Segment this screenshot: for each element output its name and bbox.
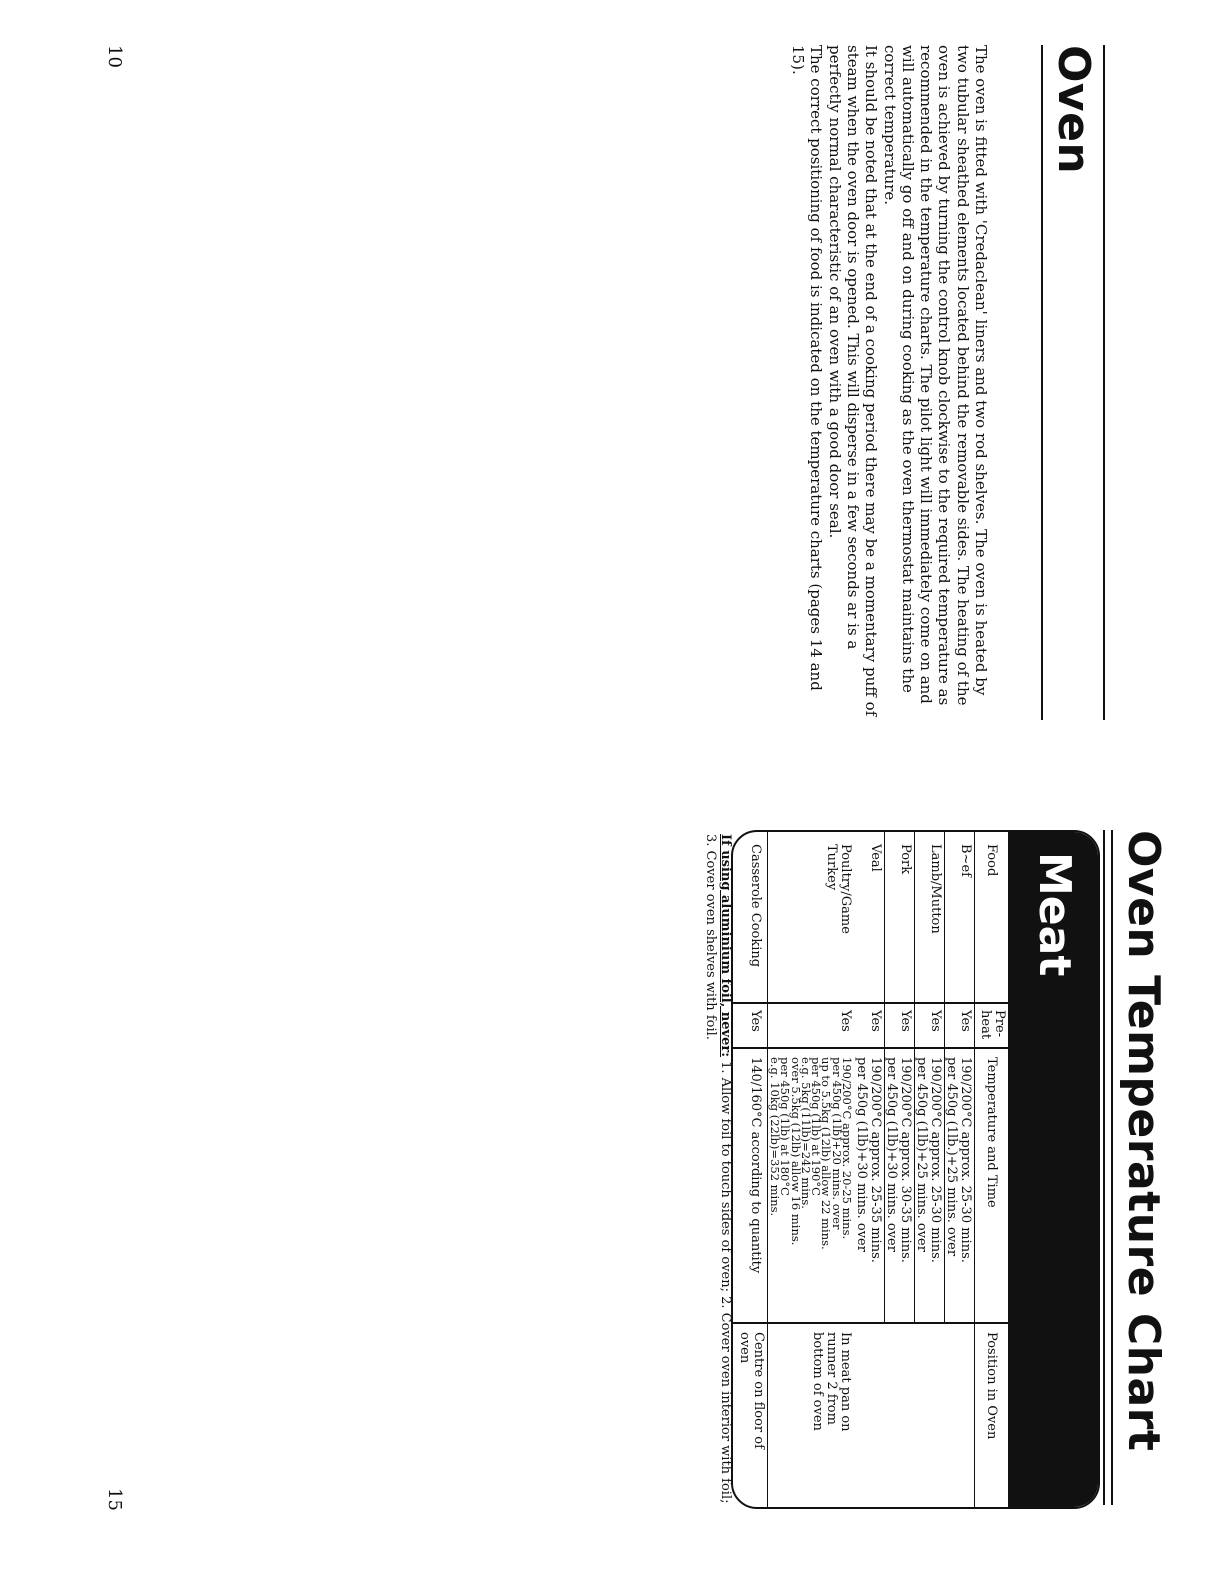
- row-divider: [974, 832, 975, 1507]
- meat-temperature-table: [731, 830, 1100, 1509]
- section-title-meat: Meat: [1029, 852, 1080, 977]
- row-temp-veal: 190/200°C approx. 25-35 mins. per 450g (1lb)+30 mins. over: [854, 1057, 883, 1263]
- row-food-poultry: Poultry/Game Turkey: [824, 844, 853, 934]
- title-rule-top-right: [1103, 830, 1105, 1505]
- row-food-veal: Veal: [868, 844, 883, 872]
- header-position: Position in Oven: [984, 1332, 999, 1440]
- row-preheat-beef: Yes: [958, 1010, 973, 1032]
- header-preheat: Pre- heat: [978, 1010, 1007, 1040]
- row-preheat-lamb: Yes: [928, 1010, 943, 1032]
- row-temp-pork: 190/200°C approx. 30-35 mins. per 450g (1lb)+30 mins. over: [884, 1057, 913, 1263]
- row-food-lamb: Lamb/Mutton: [928, 844, 943, 934]
- page-number-left: 10: [104, 45, 125, 68]
- section-header-band: [1008, 832, 1098, 1507]
- page-number-right: 15: [104, 1488, 125, 1511]
- row-preheat-poultry: Yes: [838, 1010, 853, 1032]
- row-preheat-veal: Yes: [868, 1010, 883, 1032]
- title-rule-bottom-left: [1041, 45, 1043, 720]
- paragraph-3: The correct positioning of food is indicated on the temperature charts (pages 14 and 15).: [789, 45, 826, 691]
- foil-warning-text: 1. Allow foil to touch sides of oven; 2. Cover oven interior with foil; 3. Cover oven shelves with foil.: [703, 834, 733, 1504]
- row-temp-beef: 190/200°C approx. 25-30 mins. per 450g (1lb.)+25 mins. over: [944, 1057, 973, 1263]
- row-food-casserole: Casserole Cooking: [748, 844, 763, 968]
- row-position-poultry: In meat pan on runner 2 from bottom of oven: [810, 1332, 853, 1432]
- column-divider: [733, 1047, 1008, 1049]
- page-title-temperature-chart: Oven Temperature Chart: [1118, 830, 1169, 1452]
- row-position-casserole: Centre on floor of oven: [737, 1332, 766, 1449]
- row-preheat-pork: Yes: [898, 1010, 913, 1032]
- column-divider: [733, 1002, 1008, 1004]
- column-divider: [733, 1322, 1008, 1324]
- foil-warning-note: [703, 834, 733, 1504]
- row-temp-poultry: 190/200°C approx. 20-25 mins. per 450g (1lb)+20 mins. over up to 5.5kg (12lb) allow 22 mins. per 450g (1lb) at 190°C e.g. 5kg (11lb)=242 mins. over 5.5kg (12lb) allow 16 mins. per 450g (1lb) at 180°C e.g. 10kg (22lb)=352 mins.: [767, 1057, 854, 1250]
- header-food: Food: [984, 844, 999, 877]
- row-food-beef: B~ef: [958, 844, 973, 877]
- row-temp-lamb: 190/200°C approx. 25-30 mins. per 450g (1lb)+25 mins. over: [914, 1057, 943, 1263]
- paragraph-2: It should be noted that at the end of a cooking period there may be a momentary puff of steam when the oven door is opened. This will disperse in a few seconds ar is a perfectly normal characteristic of an oven with a good door seal.: [825, 45, 881, 717]
- row-preheat-casserole: Yes: [748, 1010, 763, 1032]
- oven-description: [789, 45, 990, 720]
- page-title-oven: Oven: [1048, 45, 1099, 175]
- row-temp-casserole: 140/160°C according to quantity: [748, 1057, 763, 1274]
- row-food-pork: Pork: [898, 844, 913, 875]
- title-rule-bottom-right: [1111, 830, 1113, 1505]
- header-temperature: Temperature and Time: [984, 1057, 999, 1208]
- paragraph-1: The oven is fitted with 'Credaclean' liners and two rod shelves. The oven is heated by two tubular sheathed elements located behind the removable sides. The heating of the oven is achieved by turning the control knob clockwise to the required temperature as recommended in the temperature charts. The pilot light will immediately come on and will automatically go off and on during cooking as the oven thermostat maintains the correct temperature.: [880, 45, 990, 706]
- title-rule-top-left: [1103, 45, 1105, 720]
- foil-warning-bold: If using aluminium foil, never:: [718, 834, 733, 1057]
